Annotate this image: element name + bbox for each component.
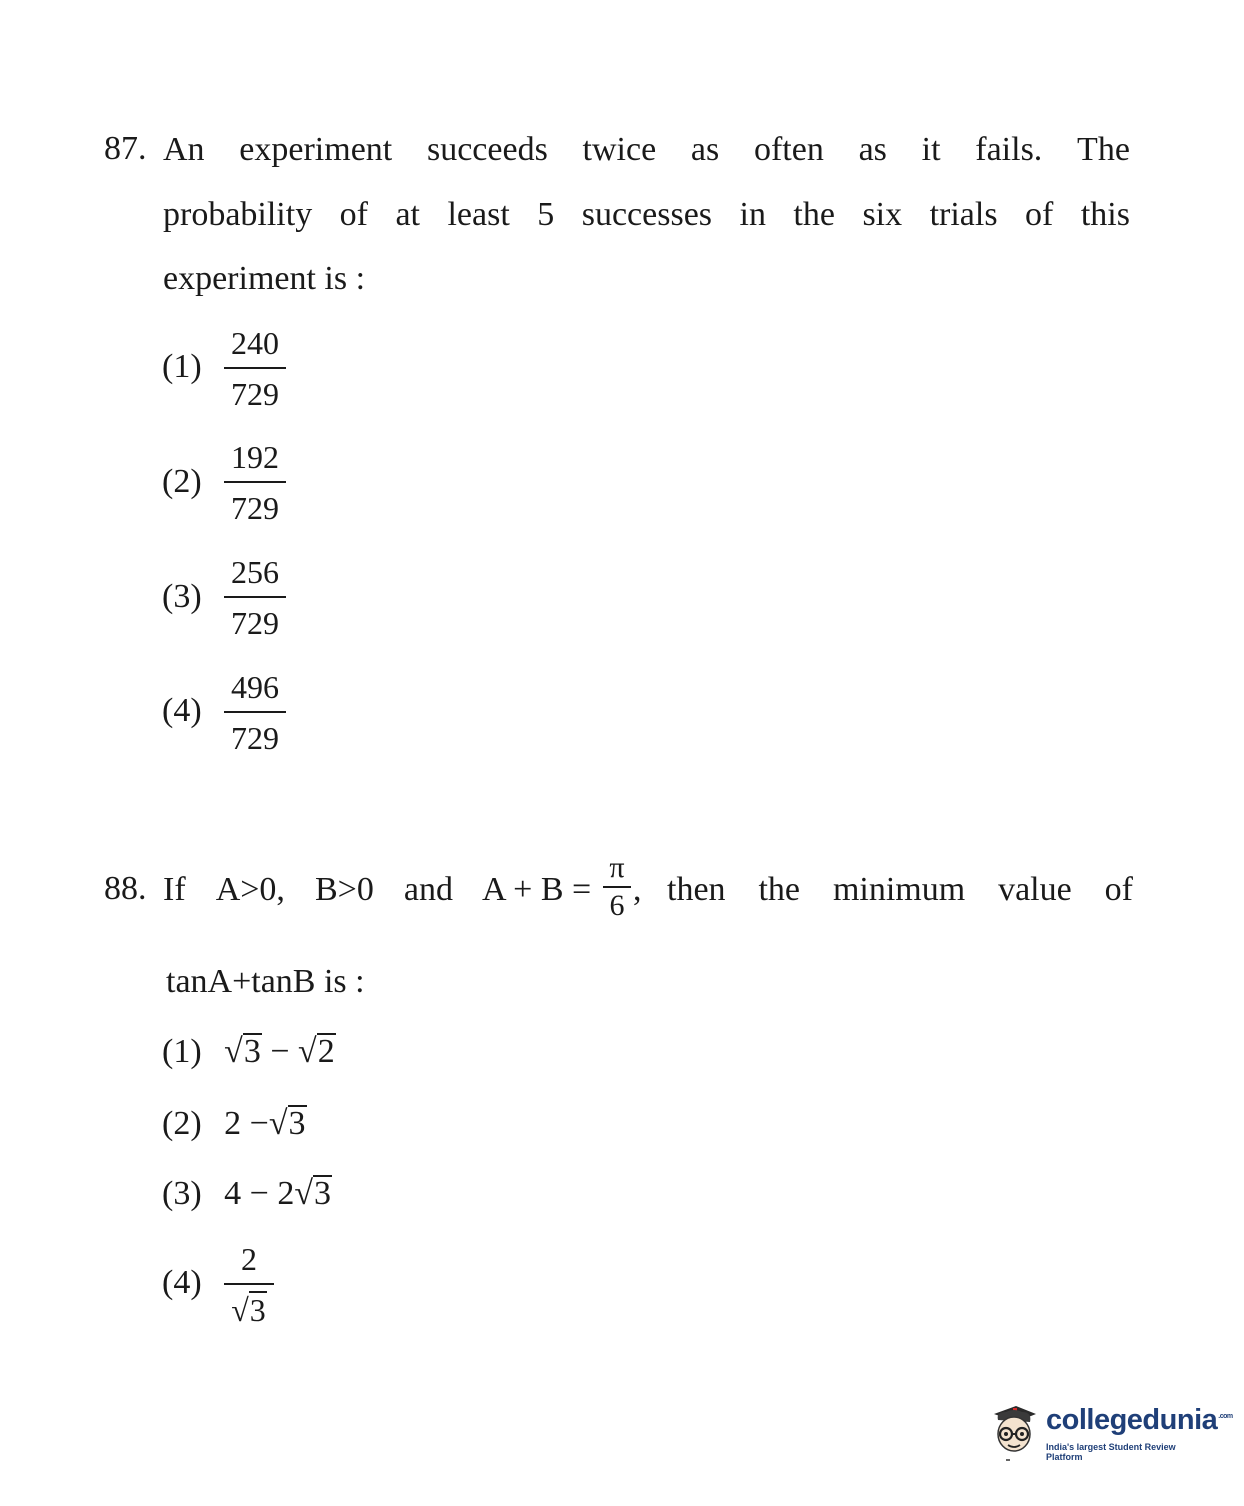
fraction-numerator: 256 — [231, 554, 279, 590]
q88-number: 88. — [104, 870, 147, 907]
logo-dotcom: .com — [1218, 1413, 1233, 1421]
q87-option-2-fraction — [224, 438, 286, 527]
q87-line3: experiment is : — [163, 260, 366, 297]
sqrt-sign: √ — [231, 1292, 249, 1328]
q87-option-3-fraction — [224, 553, 286, 642]
fraction-numerator: π — [609, 851, 625, 884]
q88-option-4-label: (4) — [162, 1264, 202, 1301]
q88-option-3-label: (3) — [162, 1175, 202, 1212]
fraction-denominator: 729 — [231, 376, 279, 412]
word: If — [163, 871, 186, 908]
word: experiment — [239, 131, 393, 168]
fraction-bar — [224, 481, 286, 483]
fraction-numerator: 2 — [241, 1241, 257, 1277]
word: it — [921, 131, 941, 168]
word: of — [339, 196, 368, 233]
q88-tail-text — [667, 870, 1133, 910]
fraction-bar — [224, 367, 286, 369]
logo-name: collegedunia — [1046, 1404, 1218, 1436]
fraction-bar — [603, 886, 631, 888]
q88-equation-fraction — [603, 852, 631, 922]
word: 5 — [537, 196, 555, 233]
q88-line2: tanA+tanB is : — [166, 963, 365, 1000]
word: successes — [581, 196, 713, 233]
word: at — [395, 196, 421, 233]
q87-line2 — [163, 195, 1130, 235]
q88-option-1-label: (1) — [162, 1033, 202, 1070]
fraction-bar — [224, 596, 286, 598]
q88-option-3 — [162, 1174, 332, 1214]
q88-equation-lhs: A + B = — [482, 871, 592, 908]
fraction-denominator: 729 — [231, 490, 279, 526]
q88-lead-text — [163, 870, 453, 910]
q87-option-3-label: (3) — [162, 578, 202, 615]
radicand: 3 — [243, 1033, 261, 1070]
fraction-numerator: 240 — [231, 325, 279, 361]
word: and — [403, 871, 453, 908]
word: twice — [582, 131, 657, 168]
fraction-bar — [224, 1283, 274, 1285]
sqrt-expression — [317, 1032, 336, 1072]
q88-equation-comma: , — [633, 871, 642, 908]
logo-wordmark — [1046, 1404, 1233, 1437]
q87-option-4-label: (4) — [162, 692, 202, 729]
word: fails. — [975, 131, 1043, 168]
fraction-denominator: 729 — [231, 720, 279, 756]
q88-option-2 — [162, 1104, 307, 1144]
word: least — [447, 196, 510, 233]
q87-line1 — [163, 130, 1130, 170]
q87-option-1-label: (1) — [162, 348, 202, 385]
fraction-denominator — [224, 1291, 274, 1329]
sqrt-expression — [243, 1032, 262, 1072]
q88-option-1 — [162, 1032, 336, 1072]
q88-option-2-label: (2) — [162, 1105, 202, 1142]
word: An — [163, 131, 205, 168]
fraction-numerator: 192 — [231, 439, 279, 475]
sqrt-expression — [249, 1291, 267, 1329]
sqrt-sign: √ — [224, 1033, 243, 1070]
word: of — [1025, 196, 1054, 233]
fraction-denominator: 729 — [231, 605, 279, 641]
minus-operator: − — [270, 1033, 290, 1070]
word: succeeds — [426, 131, 548, 168]
word: then — [667, 871, 726, 908]
fraction-numerator: 496 — [231, 669, 279, 705]
word: this — [1080, 196, 1130, 233]
radicand: 3 — [314, 1175, 332, 1212]
word: as — [858, 131, 887, 168]
option-prefix: 4 − 2 — [224, 1175, 295, 1212]
radicand: 3 — [249, 1292, 266, 1328]
word: B>0 — [314, 871, 374, 908]
word: often — [753, 131, 824, 168]
word: of — [1104, 871, 1133, 908]
word: The — [1077, 131, 1130, 168]
q87-option-1-fraction — [224, 324, 286, 413]
option-prefix: 2 − — [224, 1105, 269, 1142]
radicand: 3 — [288, 1105, 306, 1142]
q87-number: 87. — [104, 130, 147, 167]
word: as — [690, 131, 720, 168]
word: A>0, — [215, 871, 285, 908]
radicand: 2 — [317, 1033, 335, 1070]
q87-option-4-fraction — [224, 668, 286, 757]
word: in — [739, 196, 766, 233]
word: the — [758, 871, 801, 908]
word: trials — [929, 196, 998, 233]
word: value — [998, 871, 1072, 908]
q88-option-4-fraction — [224, 1240, 274, 1329]
sqrt-expression — [313, 1174, 332, 1214]
logo-tagline: India's largest Student Review Platform — [1046, 1442, 1176, 1462]
q87-option-2-label: (2) — [162, 463, 202, 500]
sqrt-sign: √ — [298, 1033, 317, 1070]
fraction-denominator: 6 — [609, 889, 625, 922]
word: probability — [163, 196, 313, 233]
word: the — [793, 196, 835, 233]
sqrt-sign: √ — [268, 1105, 288, 1142]
sqrt-expression — [288, 1104, 307, 1144]
word: minimum — [832, 871, 966, 908]
collegedunia-logo[interactable] — [984, 1398, 1233, 1468]
word: six — [862, 196, 903, 233]
mascot-icon — [984, 1398, 1044, 1464]
fraction-bar — [224, 711, 286, 713]
sqrt-sign: √ — [294, 1175, 314, 1212]
